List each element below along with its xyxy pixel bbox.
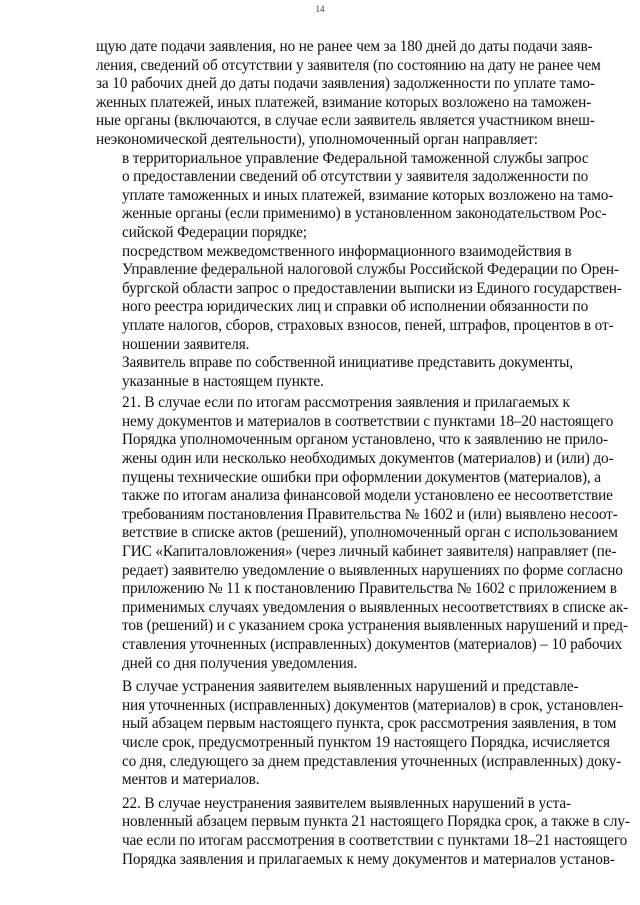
paragraph-correction-term [96,678,624,790]
paragraph-clause-22 [96,794,630,869]
text-line: тов (решений) и с указанием срока устранения выявленных нарушений и пред- [122,617,628,635]
text-line: ного реестра юридических лиц и справки об исполнении обязанности по [122,298,589,316]
text-line: бургской области запрос о предоставлении выписки из Единого государствен- [122,279,622,297]
text-line: неэкономической деятельности), уполномоченный орган направляет: [96,130,538,148]
text-line: женные органы (если применимо) в установленном законодательством Рос- [122,205,607,223]
paragraph-continuation [96,38,601,150]
text-line: чае если по итогам рассмотрения в соответствии с пунктами 18–21 настоящего [122,831,628,849]
text-line: указанные в настоящем пункте. [122,372,324,390]
text-line: Заявитель вправе по собственной инициативе представить документы, [122,354,573,372]
text-line: пущены технические ошибки при оформлении документов (материалов), а [122,468,601,486]
text-line: Порядка заявления и прилагаемых к нему документов и материалов установ- [122,850,615,868]
text-line: также по итогам анализа финансовой модели установлено ее несоответствие [122,487,613,505]
text-line: Управление федеральной налоговой службы Российской Федерации по Орен- [122,261,619,279]
document-body [96,38,630,869]
text-line: уплате налогов, сборов, страховых взносов, пеней, штрафов, процентов в от- [122,316,614,334]
paragraph-clause-21 [96,394,629,673]
text-line: требованиям постановления Правительства № 1602 и (или) выявлено несоот- [122,505,618,523]
text-line: ные органы (включаются, в случае если заявитель является участником внеш- [96,112,595,130]
text-line: В случае устранения заявителем выявленных нарушений и представле- [122,678,579,696]
text-line: ветствие в списке актов (решений), уполномоченный орган с использованием [122,524,618,542]
text-line: о предоставлении сведений об отсутствии у заявителя задолженности по [122,168,589,186]
text-line: ментов и материалов. [122,771,260,789]
text-line: за 10 рабочих дней до даты подачи заявления) задолженности по уплате тамо- [96,75,595,93]
text-line: сийской Федерации порядке; [122,223,307,241]
text-line: приложению № 11 к постановлению Правительства № 1602 с приложением в [122,580,617,598]
text-line: новленный абзацем первым пункта 21 настоящего Порядка срок, а также в слу- [122,813,630,831]
text-line: ГИС «Капиталовложения» (через личный кабинет заявителя) направляет (пе- [122,543,617,561]
text-line: жены один или несколько необходимых документов (материалов) и (или) до- [122,450,614,468]
text-line: Порядка уполномоченным органом установлено, что к заявлению не прило- [122,431,608,449]
paragraph-tax-request [96,242,622,355]
paragraph-own-initiative [96,354,576,391]
text-line: в территориальное управление Федеральной таможенной службы запрос [122,149,589,167]
text-line: посредством межведомственного информационного взаимодействия в [122,242,572,260]
text-line: ный абзацем первым настоящего пункта, срок рассмотрения заявления, в том [122,715,617,733]
text-line: ставления уточненных (исправленных) документов (материалов) – 10 рабочих [122,636,623,653]
text-line: редает) заявителю уведомление о выявленных нарушениях по форме согласно [122,561,623,579]
text-line: применимых случаях уведомления о выявленных несоответствиях в списке ак- [122,598,629,616]
paragraph-customs-request [96,149,614,243]
text-line: ношении заявителя. [122,335,250,353]
text-line: ния уточненных (исправленных) документов (материалов) в срок, установлен- [122,696,624,714]
text-line: ления, сведений об отсутствии у заявителя (по состоянию на дату не ранее чем [96,56,601,74]
text-line: со дня, следующего за днем представления уточненных (исправленных) доку- [122,752,622,770]
text-line: женных платежей, иных платежей, взимание которых возложено на таможен- [96,93,592,111]
text-line: нему документов и материалов в соответствии с пунктами 18–20 настоящего [122,412,614,430]
text-line: дней со дня получения уведомления. [122,654,358,672]
text-line: 21. В случае если по итогам рассмотрения заявления и прилагаемых к [122,394,570,412]
text-line: 22. В случае неустранения заявителем выявленных нарушений в уста- [122,794,571,812]
page-number: 14 [315,4,325,14]
text-line: числе срок, предусмотренный пунктом 19 настоящего Порядка, исчисляется [122,733,610,751]
text-line: уплате таможенных и иных платежей, взимание которых возложено на тамо- [122,186,614,204]
text-line: щую дате подачи заявления, но не ранее чем за 180 дней до даты подачи заяв- [96,38,593,55]
